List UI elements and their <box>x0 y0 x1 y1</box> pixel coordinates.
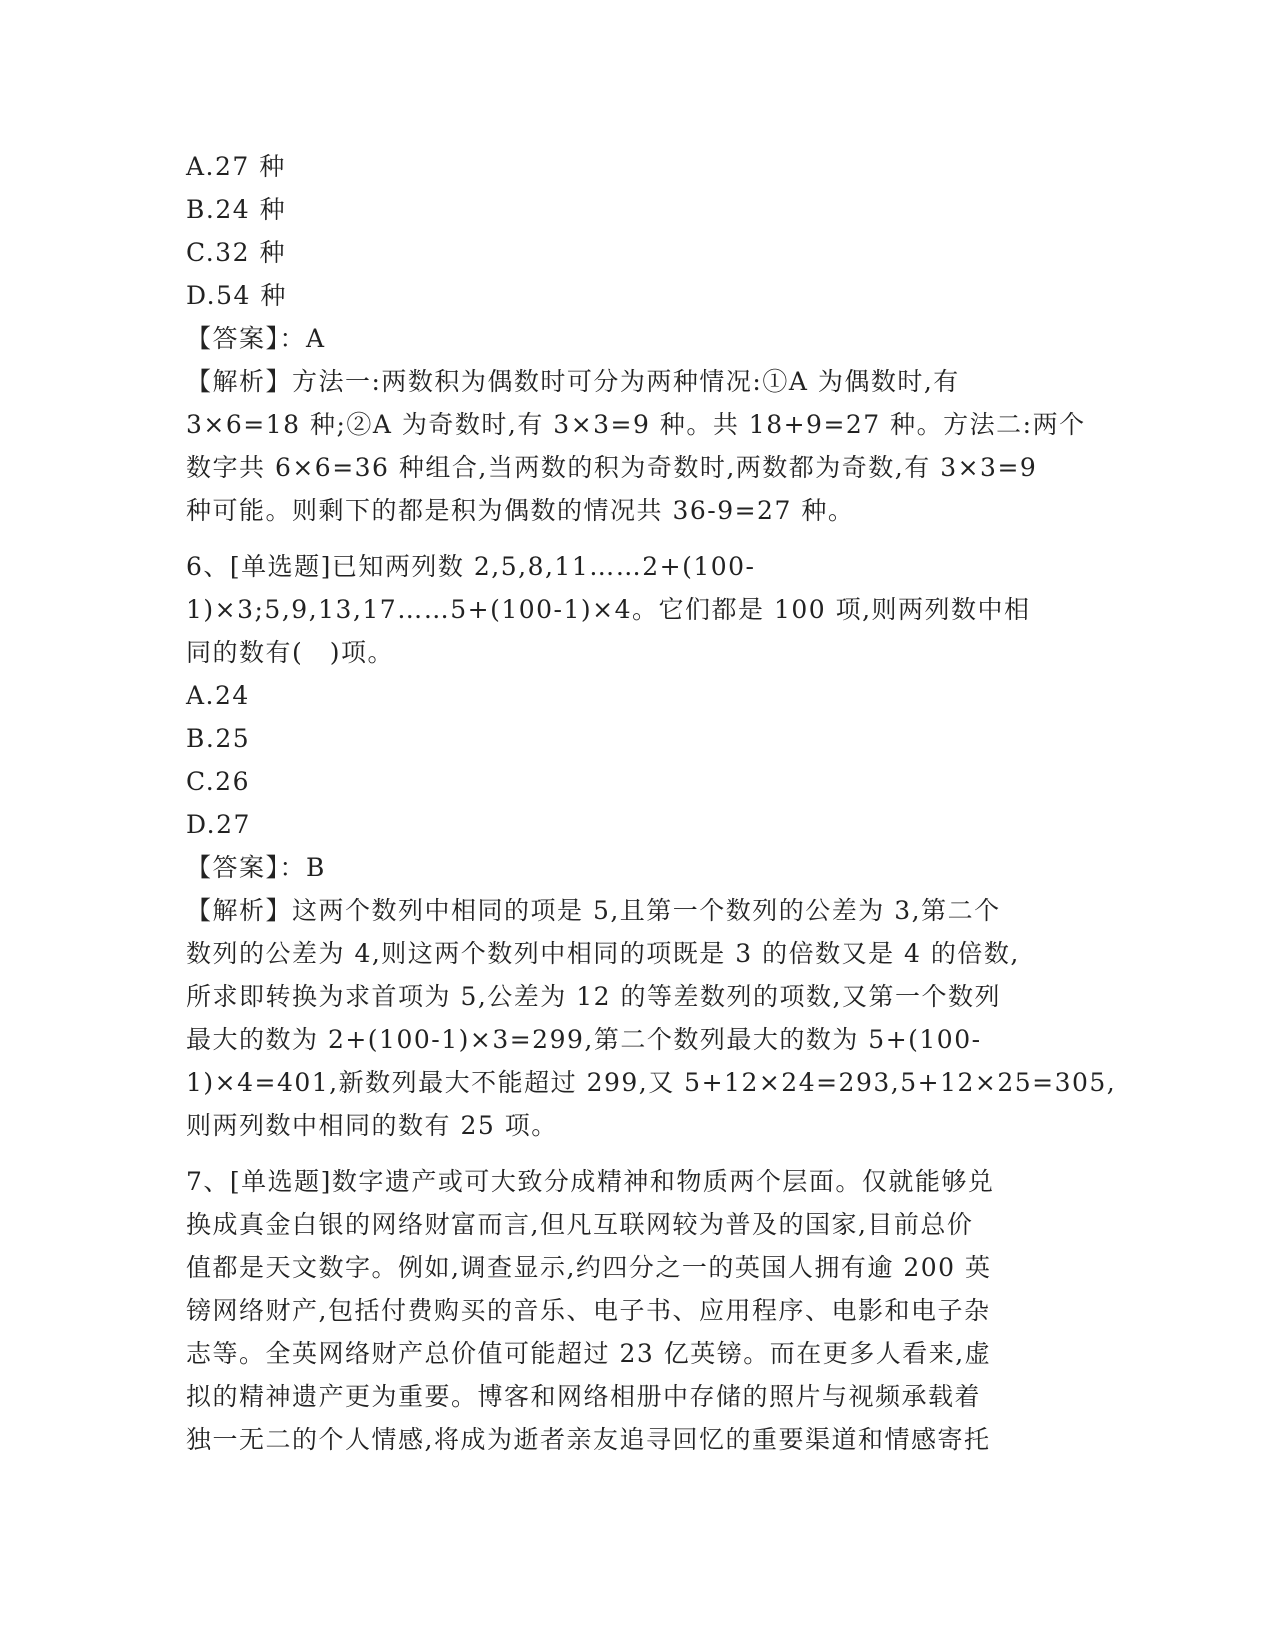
option-d: D.27 <box>186 810 251 839</box>
spacer <box>186 1147 1086 1160</box>
question-stem-line: 拟的精神遗产更为重要。博客和网络相册中存储的照片与视频承载着 <box>186 1382 982 1411</box>
answer-label: 【答案】 <box>186 324 280 353</box>
document-page <box>186 145 1117 1461</box>
analysis-line: 则两列数中相同的数有 25 项。 <box>186 1111 558 1140</box>
analysis-line: 最大的数为 2+(100-1)×3=299,第二个数列最大的数为 5+(100- <box>186 1025 982 1054</box>
option-a: A.24 <box>186 681 250 710</box>
analysis-line: 3×6=18 种;②A 为奇数时,有 3×3=9 种。共 18+9=27 种。方法二:两个 <box>186 410 1086 439</box>
option-c: C.32 种 <box>186 238 286 267</box>
spacer <box>186 532 1086 545</box>
answer-value: A <box>306 324 326 353</box>
question-stem-line: 7、[单选题]数字遗产或可大致分成精神和物质两个层面。仅就能够兑 <box>186 1167 995 1196</box>
analysis-line: 1)×4=401,新数列最大不能超过 299,又 5+12×24=293,5+12×25=305, <box>186 1068 1117 1097</box>
answer-value: B <box>306 853 326 882</box>
question-5 <box>186 145 1086 532</box>
option-b: B.25 <box>186 724 251 753</box>
option-a: A.27 种 <box>186 152 286 181</box>
question-stem-line: 独一无二的个人情感,将成为逝者亲友追寻回忆的重要渠道和情感寄托 <box>186 1425 991 1454</box>
question-7 <box>186 1160 1086 1461</box>
question-stem-line: 值都是天文数字。例如,调查显示,约四分之一的英国人拥有逾 200 英 <box>186 1253 992 1282</box>
analysis-line: 所求即转换为求首项为 5,公差为 12 的等差数列的项数,又第一个数列 <box>186 982 1001 1011</box>
option-b: B.24 种 <box>186 195 287 224</box>
question-stem-line: 志等。全英网络财产总价值可能超过 23 亿英镑。而在更多人看来,虚 <box>186 1339 992 1368</box>
analysis-line: 数列的公差为 4,则这两个数列中相同的项既是 3 的倍数又是 4 的倍数, <box>186 939 1020 968</box>
answer-label: 【答案】 <box>186 853 280 882</box>
question-stem-line: 6、[单选题]已知两列数 2,5,8,11……2+(100- <box>186 552 756 581</box>
analysis-line: 【解析】方法一:两数积为偶数时可分为两种情况:①A 为偶数时,有 <box>186 367 960 396</box>
answer-separator: ： <box>279 853 307 882</box>
question-stem-line: 镑网络财产,包括付费购买的音乐、电子书、应用程序、电影和电子杂 <box>186 1296 991 1325</box>
analysis-line: 【解析】这两个数列中相同的项是 5,且第一个数列的公差为 3,第二个 <box>186 896 1001 925</box>
analysis-line: 数字共 6×6=36 种组合,当两数的积为奇数时,两数都为奇数,有 3×3=9 <box>186 453 1038 482</box>
question-stem-line: 换成真金白银的网络财富而言,但凡互联网较为普及的国家,目前总价 <box>186 1210 974 1239</box>
answer-line <box>186 317 1086 360</box>
question-stem-line: 同的数有( )项。 <box>186 638 395 667</box>
question-stem-line: 1)×3;5,9,13,17……5+(100-1)×4。它们都是 100 项,则两列数中相 <box>186 595 1031 624</box>
answer-line <box>186 846 1086 889</box>
answer-separator: ： <box>279 324 307 353</box>
option-c: C.26 <box>186 767 250 796</box>
question-6 <box>186 545 1117 1147</box>
option-d: D.54 种 <box>186 281 287 310</box>
analysis-line: 种可能。则剩下的都是积为偶数的情况共 36-9=27 种。 <box>186 496 855 525</box>
